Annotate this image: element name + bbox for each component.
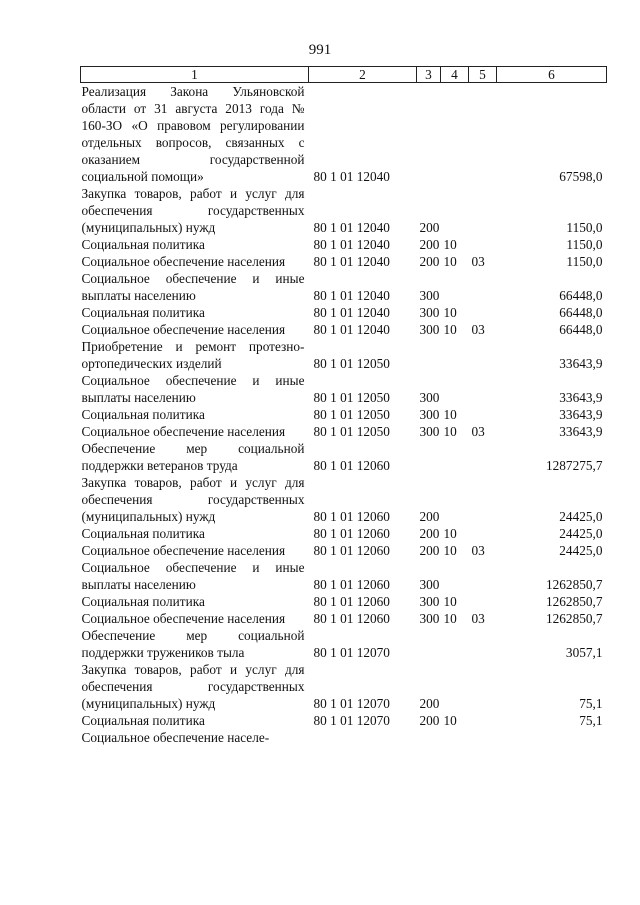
expense-type: 300: [419, 577, 440, 592]
amount: 1262850,7: [545, 577, 603, 592]
row-name: Социальное обеспечение населения: [81, 611, 286, 626]
target-code: 80 1 01 12070: [313, 713, 390, 728]
section: 10: [443, 526, 457, 541]
row-name: Обеспечение мер социальной поддержки ветеранов труда: [81, 441, 305, 473]
expense-type: 300: [419, 305, 440, 320]
section: [441, 270, 469, 304]
table-header-row: [81, 67, 607, 83]
amount: 1150,0: [566, 220, 603, 235]
row-name: Приобретение и ремонт протезно-ортопедических изделий: [81, 339, 305, 371]
section: 10: [443, 611, 457, 626]
subsection: [469, 712, 497, 729]
expense-type: 200: [419, 713, 440, 728]
section: 10: [443, 594, 457, 609]
table-row: [81, 559, 607, 593]
row-name: Социальное обеспечение населе-: [81, 730, 270, 745]
table-row: [81, 338, 607, 372]
subsection: [469, 338, 497, 372]
table-row: [81, 83, 607, 186]
target-code: 80 1 01 12040: [313, 169, 390, 184]
section: 10: [443, 254, 457, 269]
column-header: 1: [81, 67, 309, 83]
expense-type: [417, 729, 441, 746]
table-row: [81, 440, 607, 474]
target-code: 80 1 01 12040: [313, 254, 390, 269]
table-row: [81, 372, 607, 406]
row-name: Социальная политика: [81, 594, 205, 609]
row-name: Обеспечение мер социальной поддержки тружеников тыла: [81, 628, 305, 660]
expense-type: 300: [419, 424, 440, 439]
expense-type: 300: [419, 390, 440, 405]
subsection: [469, 270, 497, 304]
expense-type: [417, 440, 441, 474]
section: [441, 83, 469, 186]
table-row: [81, 610, 607, 627]
table-row: [81, 236, 607, 253]
table-row: [81, 423, 607, 440]
section: [441, 627, 469, 661]
section: [441, 372, 469, 406]
row-name: Социальное обеспечение населения: [81, 254, 286, 269]
page-number: 991: [308, 42, 332, 58]
expense-type: 300: [419, 611, 440, 626]
row-name: Социальная политика: [81, 237, 205, 252]
amount: 67598,0: [559, 169, 603, 184]
subsection: 03: [471, 424, 485, 439]
expense-type: 200: [419, 509, 440, 524]
table-row: [81, 253, 607, 270]
table-row: [81, 304, 607, 321]
table-row: [81, 712, 607, 729]
row-name: Социальное обеспечение и иные выплаты населению: [81, 271, 305, 303]
section: [441, 474, 469, 525]
amount: 33643,9: [559, 390, 603, 405]
subsection: 03: [471, 254, 485, 269]
table-row: [81, 542, 607, 559]
table-row: [81, 406, 607, 423]
amount: 33643,9: [559, 407, 603, 422]
section: [441, 440, 469, 474]
table-row: [81, 729, 607, 746]
table-row: [81, 593, 607, 610]
section: 10: [443, 305, 457, 320]
column-header: 3: [417, 67, 441, 83]
subsection: [469, 185, 497, 236]
row-name: Реализация Закона Ульяновской области от 31 августа 2013 года № 160-ЗО «О правовом регулировании отдельных вопросов, связанных с оказанием государственной социальной помощи»: [81, 84, 305, 184]
row-name: Социальная политика: [81, 526, 205, 541]
expense-type: 200: [419, 696, 440, 711]
amount: 1287275,7: [545, 458, 603, 473]
amount: 75,1: [579, 696, 603, 711]
section: 10: [443, 407, 457, 422]
section: [441, 661, 469, 712]
row-name: Социальное обеспечение населения: [81, 424, 286, 439]
section: 10: [443, 322, 457, 337]
table-row: [81, 321, 607, 338]
amount: 24425,0: [559, 526, 603, 541]
amount: 75,1: [579, 713, 603, 728]
row-name: Социальное обеспечение и иные выплаты населению: [81, 560, 305, 592]
target-code: 80 1 01 12070: [313, 645, 390, 660]
target-code: 80 1 01 12060: [313, 543, 390, 558]
amount: 66448,0: [559, 322, 603, 337]
subsection: [469, 304, 497, 321]
row-name: Социальное обеспечение населения: [81, 322, 286, 337]
column-header: 4: [441, 67, 469, 83]
amount: 24425,0: [559, 543, 603, 558]
target-code: 80 1 01 12040: [313, 322, 390, 337]
amount: [497, 729, 607, 746]
amount: 3057,1: [565, 645, 603, 660]
target-code: 80 1 01 12040: [313, 305, 390, 320]
expense-type: 200: [419, 526, 440, 541]
row-name: Закупка товаров, работ и услуг для обеспечения государственных (муниципальных) нужд: [81, 186, 305, 235]
budget-table: [80, 66, 607, 746]
expense-type: 200: [419, 220, 440, 235]
target-code: 80 1 01 12060: [313, 526, 390, 541]
column-header: 6: [497, 67, 607, 83]
expense-type: 200: [419, 254, 440, 269]
target-code: 80 1 01 12070: [313, 696, 390, 711]
subsection: 03: [471, 543, 485, 558]
subsection: [469, 83, 497, 186]
row-name: Социальная политика: [81, 305, 205, 320]
row-name: Закупка товаров, работ и услуг для обеспечения государственных (муниципальных) нужд: [81, 475, 305, 524]
amount: 1150,0: [566, 237, 603, 252]
expense-type: [417, 83, 441, 186]
expense-type: 300: [419, 407, 440, 422]
subsection: [469, 729, 497, 746]
section: 10: [443, 543, 457, 558]
expense-type: 300: [419, 288, 440, 303]
target-code: 80 1 01 12060: [313, 458, 390, 473]
subsection: [469, 474, 497, 525]
table-row: [81, 270, 607, 304]
target-code: 80 1 01 12050: [313, 356, 390, 371]
target-code: [309, 729, 417, 746]
subsection: [469, 559, 497, 593]
subsection: [469, 627, 497, 661]
target-code: 80 1 01 12060: [313, 509, 390, 524]
expense-type: 300: [419, 594, 440, 609]
table-row: [81, 627, 607, 661]
amount: 66448,0: [559, 305, 603, 320]
target-code: 80 1 01 12050: [313, 407, 390, 422]
subsection: [469, 236, 497, 253]
amount: 1262850,7: [545, 611, 603, 626]
target-code: 80 1 01 12040: [313, 237, 390, 252]
amount: 24425,0: [559, 509, 603, 524]
subsection: 03: [471, 322, 485, 337]
section: [441, 338, 469, 372]
expense-type: 300: [419, 322, 440, 337]
table-row: [81, 525, 607, 542]
section: [441, 729, 469, 746]
row-name: Социальное обеспечение населения: [81, 543, 286, 558]
target-code: 80 1 01 12060: [313, 577, 390, 592]
subsection: [469, 661, 497, 712]
subsection: 03: [471, 611, 485, 626]
subsection: [469, 372, 497, 406]
target-code: 80 1 01 12060: [313, 611, 390, 626]
subsection: [469, 525, 497, 542]
target-code: 80 1 01 12050: [313, 390, 390, 405]
amount: 33643,9: [559, 356, 603, 371]
amount: 1150,0: [566, 254, 603, 269]
table-row: [81, 474, 607, 525]
row-name: Социальная политика: [81, 713, 205, 728]
row-name: Закупка товаров, работ и услуг для обеспечения государственных (муниципальных) нужд: [81, 662, 305, 711]
target-code: 80 1 01 12040: [313, 220, 390, 235]
amount: 1262850,7: [545, 594, 603, 609]
section: 10: [443, 237, 457, 252]
section: 10: [443, 713, 457, 728]
subsection: [469, 593, 497, 610]
expense-type: 200: [419, 237, 440, 252]
subsection: [469, 440, 497, 474]
expense-type: [417, 627, 441, 661]
target-code: 80 1 01 12050: [313, 424, 390, 439]
row-name: Социальное обеспечение и иные выплаты населению: [81, 373, 305, 405]
section: 10: [443, 424, 457, 439]
amount: 33643,9: [559, 424, 603, 439]
table-row: [81, 185, 607, 236]
target-code: 80 1 01 12040: [313, 288, 390, 303]
section: [441, 559, 469, 593]
column-header: 2: [309, 67, 417, 83]
section: [441, 185, 469, 236]
amount: 66448,0: [559, 288, 603, 303]
table-row: [81, 661, 607, 712]
expense-type: [417, 338, 441, 372]
target-code: 80 1 01 12060: [313, 594, 390, 609]
row-name: Социальная политика: [81, 407, 205, 422]
subsection: [469, 406, 497, 423]
column-header: 5: [469, 67, 497, 83]
expense-type: 200: [419, 543, 440, 558]
